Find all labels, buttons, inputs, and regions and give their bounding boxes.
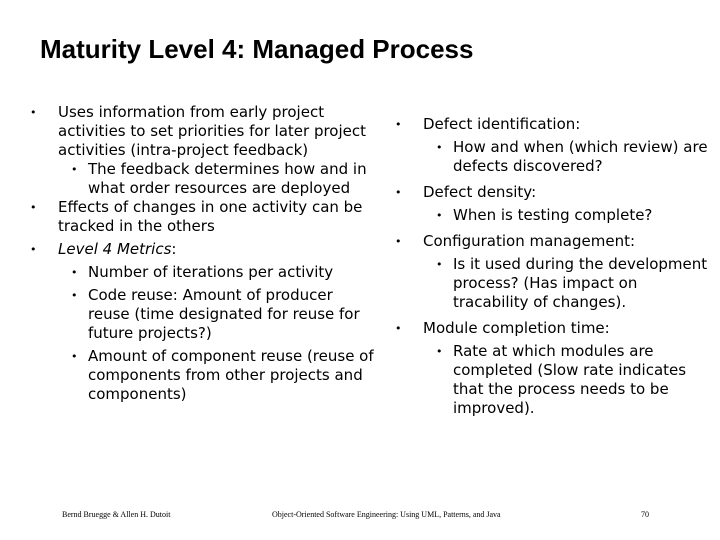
bullet-item: [395, 319, 715, 338]
bullet-icon: •: [30, 106, 37, 119]
bullet-text: Effects of changes in one activity can be tracked in the others: [58, 198, 363, 235]
footer-book-title: Object-Oriented Software Engineering: Using UML, Patterns, and Java: [272, 510, 501, 519]
bullet-item: [395, 115, 715, 134]
sub-bullet-item: [30, 263, 375, 282]
bullet-icon: •: [71, 289, 78, 302]
sub-bullet-text: The feedback determines how and in what order resources are deployed: [88, 160, 367, 197]
sub-bullet-item: [395, 342, 715, 418]
bullet-icon: •: [71, 350, 78, 363]
right-column: [395, 115, 715, 418]
sub-bullet-text: Code reuse: Amount of producer reuse (time designated for reuse for future projects?): [88, 286, 360, 342]
slide-title: Maturity Level 4: Managed Process: [40, 34, 474, 64]
sub-bullet-item: [30, 160, 375, 198]
bullet-item: [395, 183, 715, 202]
metrics-heading: Level 4 Metrics: [58, 240, 172, 258]
bullet-text: Defect density:: [423, 183, 537, 201]
sub-bullet-text: Is it used during the development process? (Has impact on tracability of changes).: [453, 255, 708, 311]
sub-bullet-text: Amount of component reuse (reuse of components from other projects and components): [88, 347, 374, 403]
sub-bullet-text: When is testing complete?: [453, 206, 653, 224]
footer-page-number: 70: [641, 510, 649, 519]
bullet-icon: •: [30, 243, 37, 256]
bullet-icon: •: [436, 209, 443, 222]
footer-authors: Bernd Bruegge & Allen H. Dutoit: [62, 510, 171, 519]
metrics-heading-colon: :: [171, 240, 177, 258]
bullet-icon: •: [30, 201, 37, 214]
bullet-item: [30, 198, 375, 236]
bullet-icon: •: [71, 266, 78, 279]
sub-bullet-item: [30, 286, 375, 343]
bullet-item: [30, 240, 375, 259]
bullet-icon: •: [436, 345, 443, 358]
sub-bullet-item: [30, 347, 375, 404]
sub-bullet-item: [395, 206, 715, 225]
bullet-icon: •: [395, 322, 402, 335]
bullet-item: [395, 232, 715, 251]
sub-bullet-item: [395, 138, 715, 176]
sub-bullet-text: How and when (which review) are defects discovered?: [453, 138, 708, 175]
sub-bullet-item: [395, 255, 715, 312]
left-column: [30, 103, 375, 404]
bullet-icon: •: [71, 163, 78, 176]
bullet-item: [30, 103, 375, 160]
bullet-icon: •: [395, 118, 402, 131]
bullet-icon: •: [436, 141, 443, 154]
sub-bullet-text: Rate at which modules are completed (Slow rate indicates that the process needs to be improved).: [453, 342, 687, 417]
bullet-icon: •: [395, 235, 402, 248]
sub-bullet-text: Number of iterations per activity: [88, 263, 334, 281]
bullet-text: Module completion time:: [423, 319, 610, 337]
bullet-icon: •: [395, 186, 402, 199]
bullet-text: Configuration management:: [423, 232, 636, 250]
bullet-text: Uses information from early project activities to set priorities for later project activities (intra-project feedback): [58, 103, 366, 159]
bullet-icon: •: [436, 258, 443, 271]
bullet-text: Defect identification:: [423, 115, 581, 133]
